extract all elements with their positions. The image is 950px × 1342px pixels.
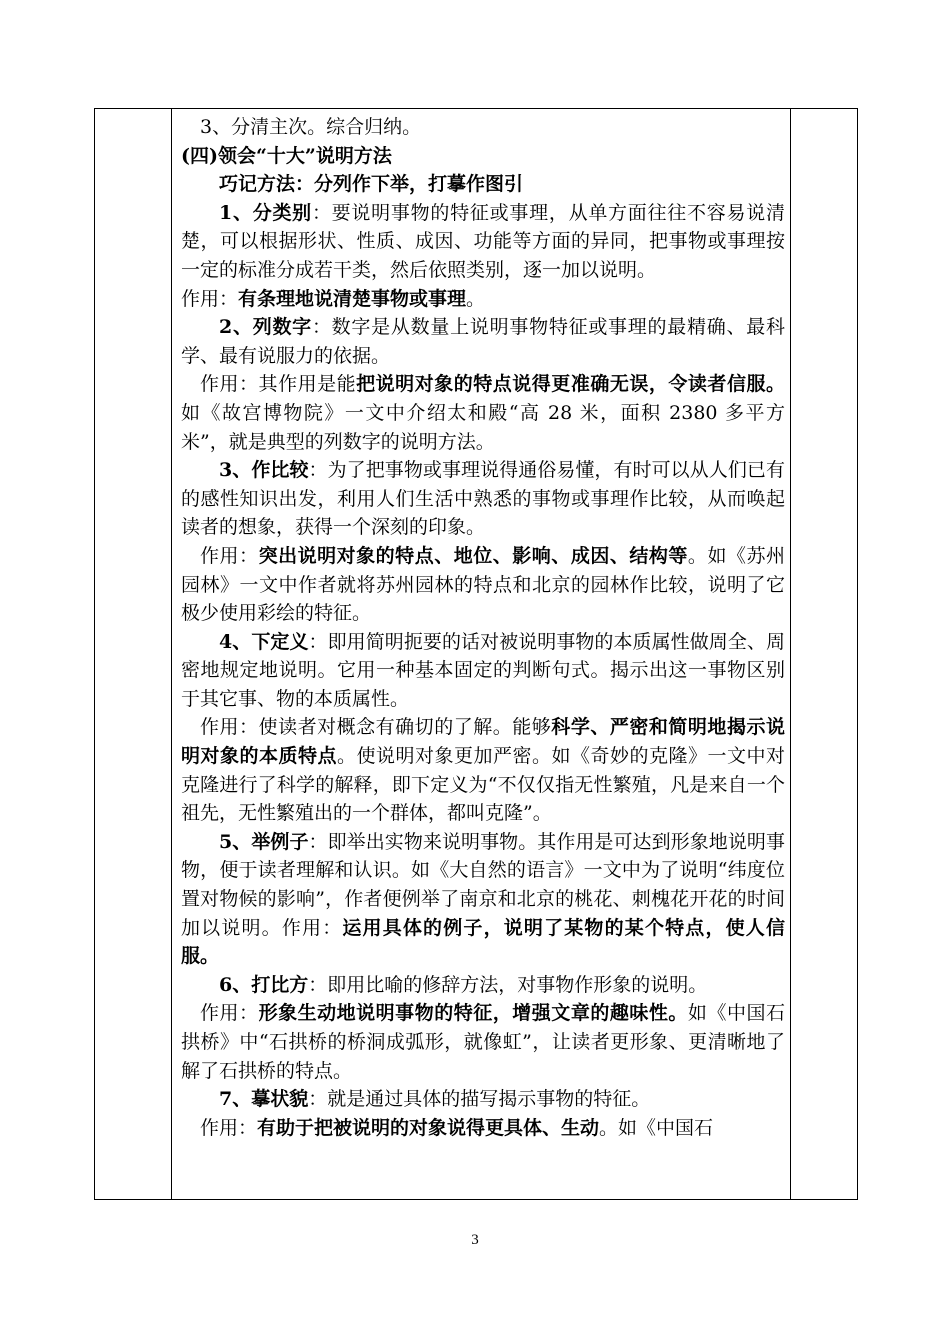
bold-text: 2、列数字: [219, 316, 312, 339]
text-run: ：就是通过具体的描写揭示事物的特征。: [308, 1088, 651, 1111]
paragraph: [181, 370, 785, 456]
paragraph: [181, 999, 785, 1085]
text-run: 。使说明对象更加严密。如《奇妙的克隆》一文中对克隆进行了科学的解释，即下定义为“不仅仅指无性繁殖，凡是来自一个祖先，无性繁殖出的一个群体，都叫克隆”。: [181, 745, 785, 825]
bold-text: 3、作比较: [219, 459, 309, 482]
text-run: ：为了把事物或事理说得通俗易懂，有时可以从人们已有的感性知识出发，利用人们生活中熟悉的事物或事理作比较，从而唤起读者的想象，获得一个深刻的印象。: [181, 459, 785, 539]
text-run: 。如《苏州园林》一文中作者就将苏州园林的特点和北京的园林作比较，说明了它极少使用彩绘的特征。: [181, 544, 785, 625]
paragraph: [181, 313, 785, 370]
table-content-cell: [181, 113, 785, 1142]
table-column-divider-right: [790, 109, 791, 1199]
text-run: ：即举出实物来说明事物。其作用是可达到形象地说明事物，便于读者理解和认识。如《大自然的语言》一文中为了说明“纬度位置对物候的影响”，作者便例举了南京和北京的桃花、刺槐花开花的时间加以说明。作用：: [181, 830, 785, 939]
bold-text: 有助于把被说明的对象说得更具体、生动: [257, 1116, 600, 1139]
text-run: 。如《中国石: [599, 1116, 714, 1139]
bold-text: 7、摹状貌: [219, 1088, 309, 1111]
paragraph: [181, 285, 785, 314]
paragraph: [181, 971, 785, 1000]
document-table: [94, 108, 858, 1200]
bold-text: 运用具体的例子，说明了某物的某个特点，使人信服。: [181, 916, 785, 968]
paragraph: [181, 199, 785, 285]
text-run: 如《中国石拱桥》中“石拱桥的桥洞成弧形，就像虹”，让读者更形象、更清晰地了解了石拱桥的特点。: [181, 1002, 785, 1082]
text-run: 3、分清主次。综合归纳。: [200, 116, 422, 138]
paragraph: [181, 113, 785, 142]
bold-text: (四)领会“十大”说明方法: [181, 144, 392, 167]
table-column-divider-left: [171, 109, 172, 1199]
bold-text: 把说明对象的特点说得更准确无误，令读者信服。: [356, 373, 785, 396]
text-run: 作用：: [200, 1116, 258, 1139]
paragraph: [181, 1085, 785, 1114]
text-run: 作用：: [181, 287, 239, 310]
text-run: ：即用简明扼要的话对被说明事物的本质属性做周全、周密地规定地说明。它用一种基本固定的判断句式。揭示出这一事物区别于其它事、物的本质属性。: [181, 630, 785, 710]
bold-text: 1、分类别: [219, 201, 312, 224]
text-run: 作用：其作用是能: [200, 373, 357, 396]
bold-text: 5、举例子: [219, 830, 309, 853]
bold-text: 形象生动地说明事物的特征，增强文章的趣味性。: [258, 1002, 688, 1025]
paragraph: [181, 142, 785, 171]
paragraph: [181, 628, 785, 714]
text-run: 作用：: [200, 1002, 259, 1025]
bold-text: 有条理地说清楚事物或事理: [238, 287, 467, 310]
page-number: 3: [471, 1232, 479, 1248]
text-run: 。: [466, 287, 486, 310]
paragraph: [181, 170, 785, 199]
bold-text: 突出说明对象的特点、地位、影响、成因、结构等: [258, 544, 688, 567]
text-run: 作用：: [200, 544, 259, 567]
paragraph: [181, 542, 785, 628]
text-run: ：数字是从数量上说明事物特征或事理的最精确、最科学、最有说服力的依据。: [181, 316, 785, 367]
text-run: ：要说明事物的特征或事理，从单方面往往不容易说清楚，可以根据形状、性质、成因、功能等方面的异同，把事物或事理按一定的标准分成若干类，然后依照类别，逐一加以说明。: [181, 201, 785, 281]
text-run: ：即用比喻的修辞方法，对事物作形象的说明。: [308, 973, 708, 996]
bold-text: 巧记方法：分列作下举，打摹作图引: [219, 173, 524, 196]
paragraph: [181, 828, 785, 971]
bold-text: 6、打比方: [219, 973, 309, 996]
paragraph: [181, 1114, 785, 1143]
bold-text: 科学、严密和简明地揭示说明对象的本质特点: [181, 716, 785, 768]
paragraph: [181, 456, 785, 542]
text-run: 作用：使读者对概念有确切的了解。能够: [200, 716, 552, 739]
bold-text: 4、下定义: [219, 630, 309, 653]
text-run: 如《故宫博物院》一文中介绍太和殿“高 28 米，面积 2380 多平方米”，就是典型的列数字的说明方法。: [181, 401, 785, 453]
paragraph: [181, 713, 785, 827]
